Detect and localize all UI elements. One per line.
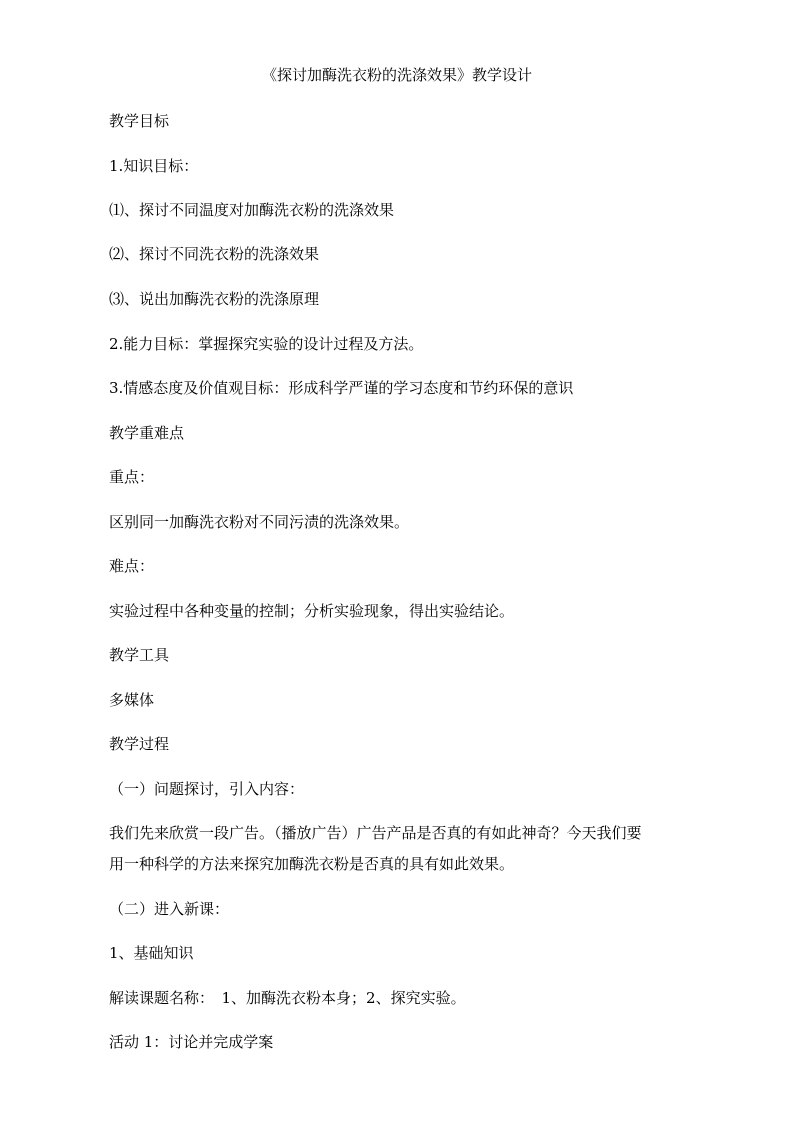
activity-1-text: 活动 1：讨论并完成学案 bbox=[109, 1033, 274, 1051]
key-points-text: 区别同一加酶洗衣粉对不同污渍的洗涤效果。 bbox=[109, 513, 410, 531]
objectives-heading: 教学目标 bbox=[109, 112, 170, 130]
key-points-label: 重点： bbox=[109, 468, 155, 486]
difficult-points-text: 实验过程中各种变量的控制；分析实验现象，得出实验结论。 bbox=[109, 602, 515, 620]
step-one-line-2: 用一种科学的方法来探究加酶洗衣粉是否真的具有如此效果。 bbox=[109, 855, 515, 873]
step-one-paragraph bbox=[109, 822, 699, 875]
difficult-points-label: 难点： bbox=[109, 557, 155, 575]
step-one-heading: （一）问题探讨，引入内容： bbox=[109, 780, 305, 798]
emotion-goal: 3.情感态度及价值观目标：形成科学严谨的学习态度和节约环保的意识 bbox=[109, 379, 574, 397]
step-one-line-1: 我们先来欣赏一段广告。（播放广告）广告产品是否真的有如此神奇？今天我们要 bbox=[109, 824, 642, 842]
process-heading: 教学过程 bbox=[109, 735, 170, 753]
basic-knowledge-heading: 1、基础知识 bbox=[109, 944, 194, 962]
document-title: 《探讨加酶洗衣粉的洗涤效果》教学设计 bbox=[261, 66, 532, 84]
knowledge-item-1: ⑴、探讨不同温度对加酶洗衣粉的洗涤效果 bbox=[109, 201, 395, 219]
step-two-heading: （二）进入新课： bbox=[109, 900, 230, 918]
knowledge-goal-heading: 1.知识目标： bbox=[109, 157, 199, 175]
tools-text: 多媒体 bbox=[109, 691, 155, 709]
key-difficult-heading: 教学重难点 bbox=[109, 424, 185, 442]
tools-heading: 教学工具 bbox=[109, 646, 170, 664]
interpret-title-text: 解读课题名称： 1、加酶洗衣粉本身；2、探究实验。 bbox=[109, 989, 466, 1007]
knowledge-item-3: ⑶、说出加酶洗衣粉的洗涤原理 bbox=[109, 290, 320, 308]
knowledge-item-2: ⑵、探讨不同洗衣粉的洗涤效果 bbox=[109, 245, 320, 263]
ability-goal: 2.能力目标：掌握探究实验的设计过程及方法。 bbox=[109, 335, 424, 353]
